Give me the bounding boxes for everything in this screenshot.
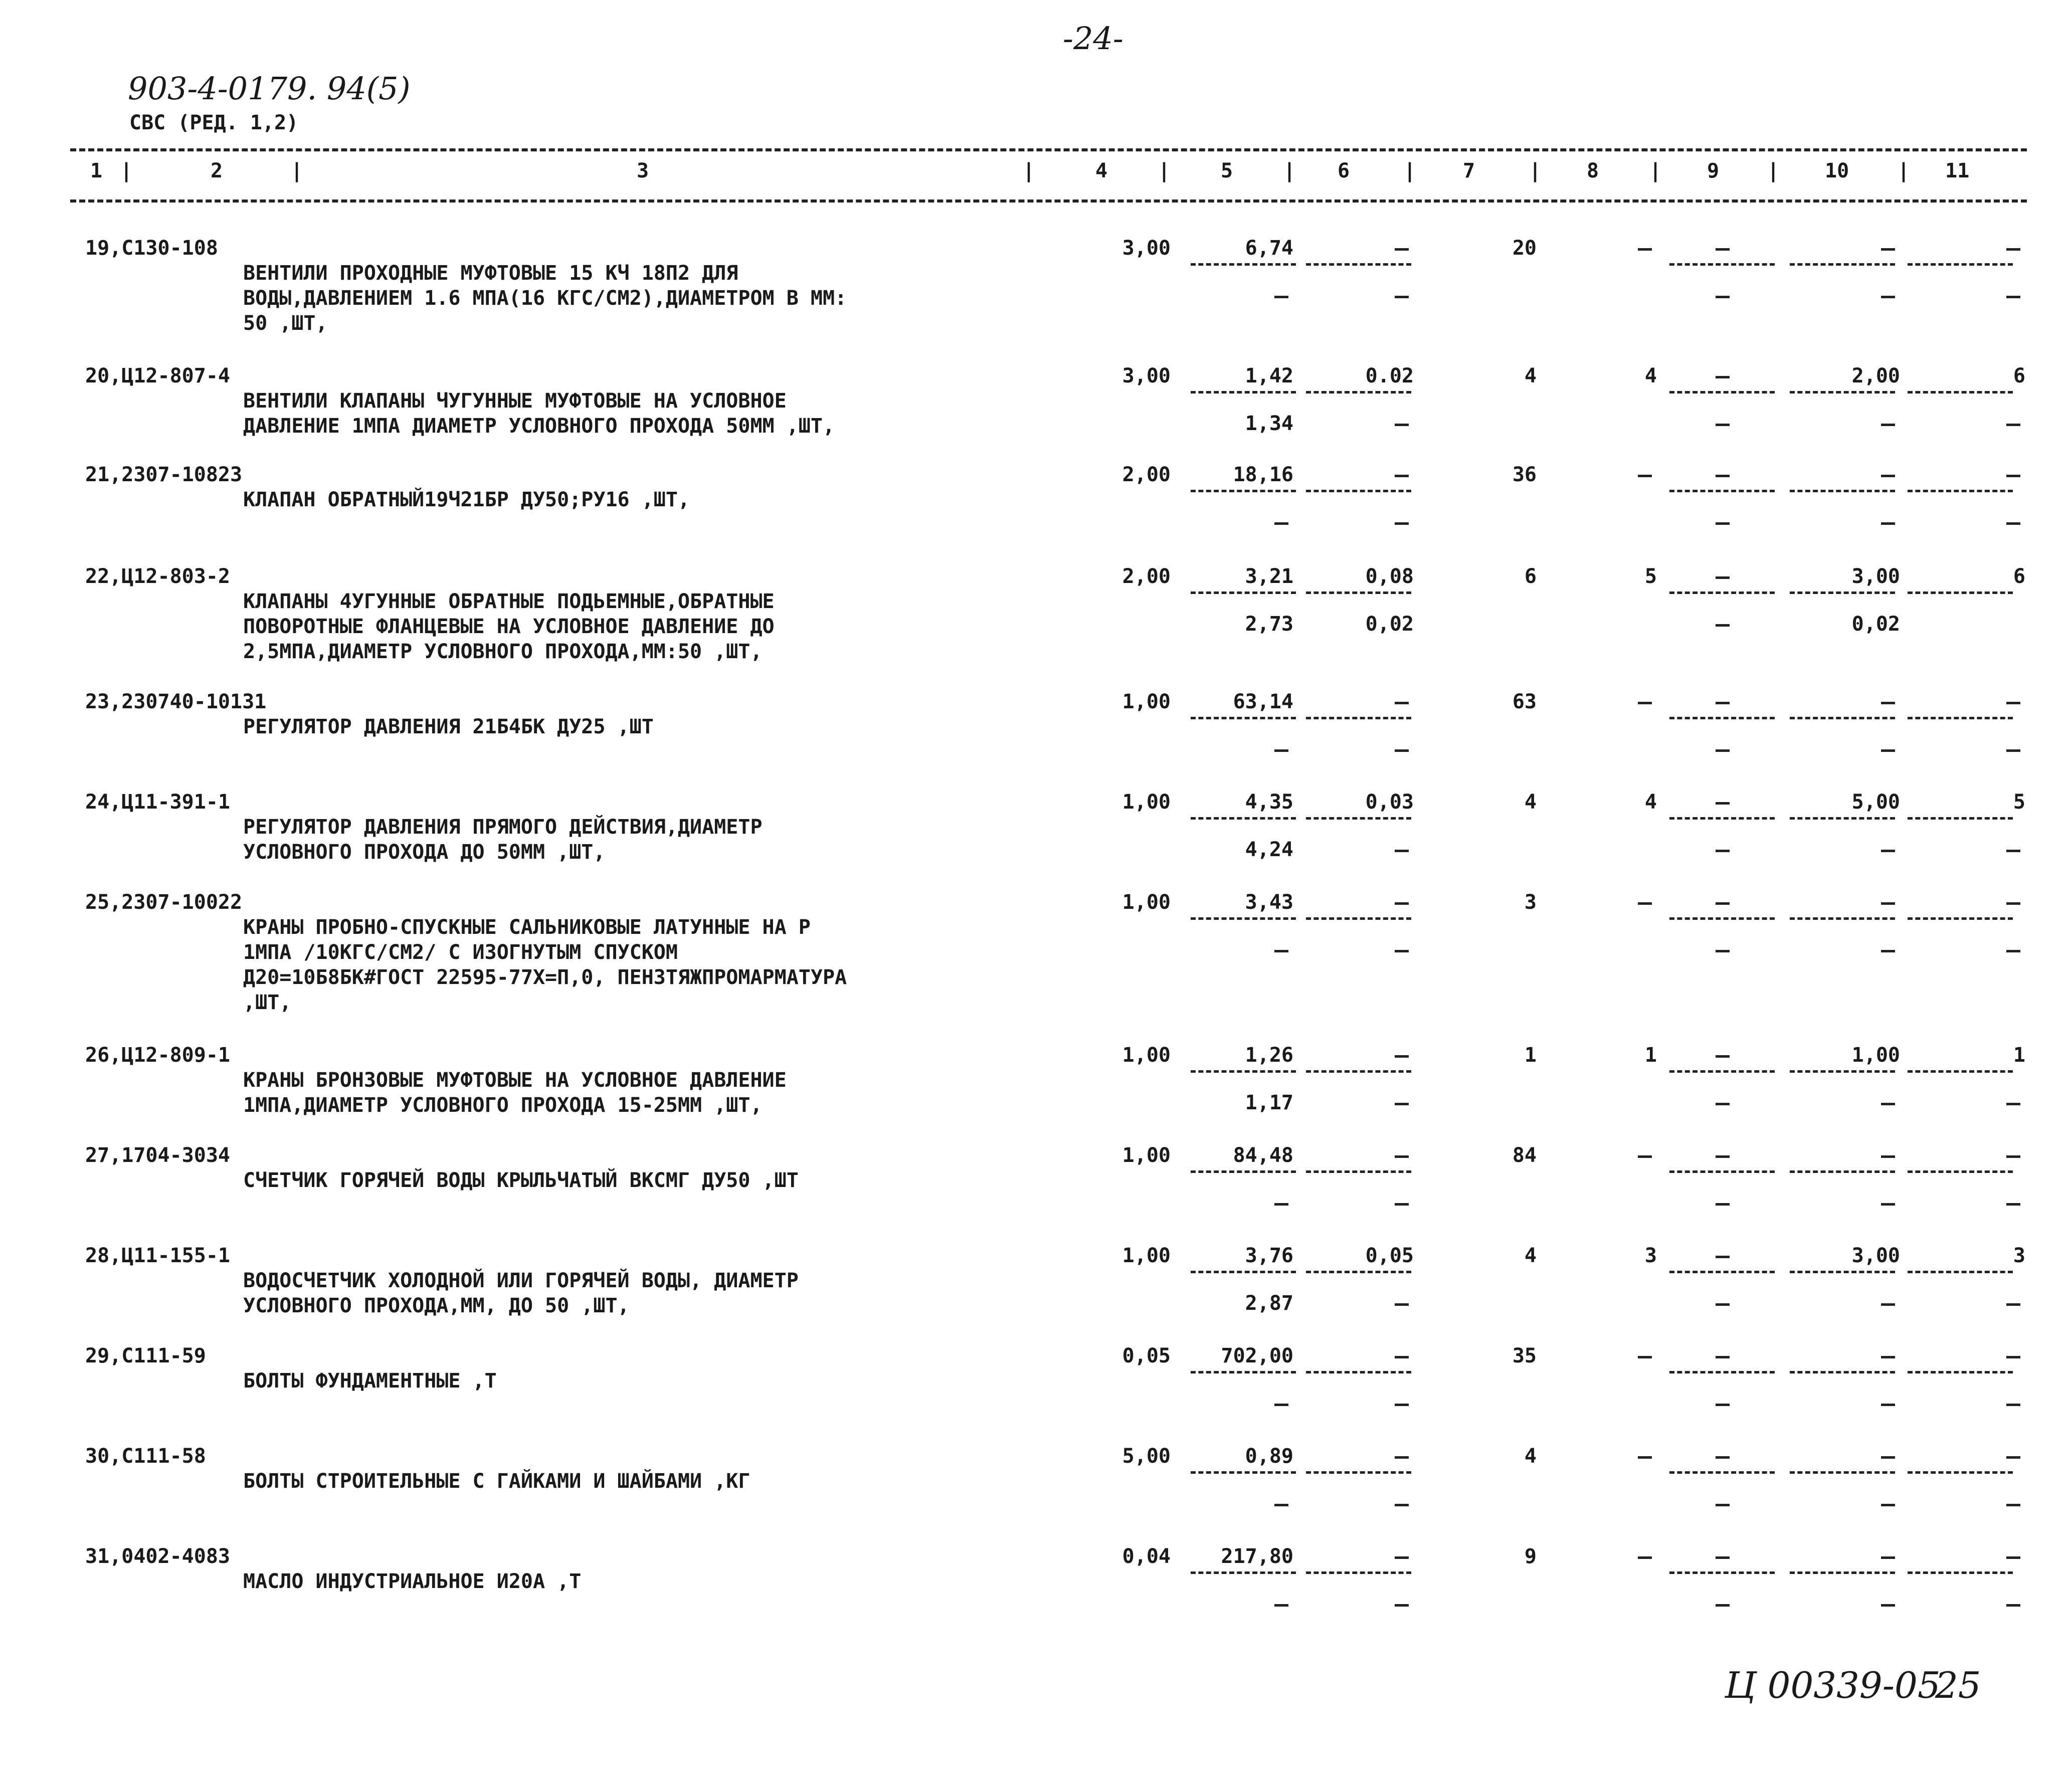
cell-c9 <box>1716 802 1730 805</box>
cell-c9 <box>1716 902 1730 905</box>
fraction-rule <box>1790 1571 1895 1574</box>
cell-c11-bottom <box>2006 1103 2020 1105</box>
cell-c11-bottom <box>2006 1404 2020 1406</box>
cell-c5: 4,35 <box>1245 791 1293 814</box>
cell-c8 <box>1638 1456 1652 1459</box>
column-header-11: 11 <box>1945 159 1970 182</box>
fraction-rule <box>1191 490 1296 492</box>
cell-c4: 3,00 <box>1122 364 1171 387</box>
cell-c4: 1,00 <box>1122 1244 1171 1267</box>
fraction-rule <box>1790 263 1895 266</box>
cell-c10-bottom <box>1881 1203 1895 1206</box>
fraction-rule <box>1191 1571 1296 1574</box>
cell-c11-bottom <box>2006 749 2020 752</box>
fraction-rule <box>1669 1371 1775 1373</box>
fraction-rule <box>1908 1271 2013 1273</box>
cell-c6 <box>1395 1456 1409 1459</box>
cell-c8 <box>1638 475 1652 477</box>
item-description: ВЕНТИЛИ ПРОХОДНЫЕ МУФТОВЫЕ 15 КЧ 18П2 ДЛЯ <box>243 262 738 285</box>
cell-c10 <box>1881 1556 1895 1559</box>
fraction-rule <box>1191 263 1296 266</box>
column-separator: | <box>1158 159 1171 182</box>
column-separator: | <box>120 159 133 182</box>
fraction-rule <box>1669 591 1775 594</box>
fraction-rule <box>1306 717 1411 719</box>
cell-c4: 1,00 <box>1122 791 1171 814</box>
fraction-rule <box>1191 591 1296 594</box>
cell-c5: 1,26 <box>1245 1044 1293 1067</box>
cell-c9-bottom <box>1716 624 1730 627</box>
cell-c10-bottom <box>1881 1103 1895 1105</box>
fraction-rule <box>1908 1571 2013 1574</box>
cell-c10 <box>1881 248 1895 251</box>
cell-c6 <box>1395 248 1409 251</box>
item-description: ВОДЫ,ДАВЛЕНИЕМ 1.6 МПА(16 КГС/СМ2),ДИАМЕТРОМ В ММ: <box>243 287 847 310</box>
item-code: 31,0402-4083 <box>85 1545 230 1568</box>
fraction-rule <box>1669 1571 1775 1574</box>
cell-c5: 3,76 <box>1245 1244 1293 1267</box>
cell-c10 <box>1881 702 1895 704</box>
cell-c10-bottom: 0,02 <box>1851 613 1900 636</box>
cell-c11-bottom <box>2006 296 2020 298</box>
fraction-rule <box>1790 1271 1895 1273</box>
item-code: 22,Ц12-803-2 <box>85 565 230 588</box>
cell-c6-bottom <box>1395 1404 1409 1406</box>
fraction-rule <box>1669 817 1775 820</box>
cell-c8 <box>1638 902 1652 905</box>
cell-c10-bottom <box>1881 1504 1895 1506</box>
cell-c9-bottom <box>1716 749 1730 752</box>
cell-c10 <box>1881 1456 1895 1459</box>
cell-c10 <box>1881 1356 1895 1358</box>
fraction-rule <box>1908 717 2013 719</box>
item-description: ,ШТ, <box>243 991 292 1014</box>
fraction-rule <box>1790 717 1895 719</box>
column-header-3: 3 <box>637 159 649 182</box>
cell-c11-bottom <box>2006 1303 2020 1306</box>
cell-c9-bottom <box>1716 424 1730 426</box>
fraction-rule <box>1191 391 1296 393</box>
item-description: КЛАПАН ОБРАТНЫЙ19Ч21БР ДУ50;РУ16 ,ШТ, <box>243 488 690 511</box>
cell-c6-bottom <box>1395 1103 1409 1105</box>
cell-c6-bottom <box>1395 424 1409 426</box>
item-code: 29,С111-59 <box>85 1344 206 1367</box>
cell-c7: 84 <box>1512 1144 1537 1167</box>
cell-c5-bottom <box>1274 950 1288 952</box>
cell-c5: 84,48 <box>1233 1144 1293 1167</box>
cell-c11: 5 <box>2013 791 2025 814</box>
column-header-10: 10 <box>1825 159 1849 182</box>
cell-c6-bottom <box>1395 296 1409 298</box>
item-description: 1МПА /10КГС/СМ2/ С ИЗОГНУТЫМ СПУСКОМ <box>243 941 678 964</box>
item-description: РЕГУЛЯТОР ДАВЛЕНИЯ ПРЯМОГО ДЕЙСТВИЯ,ДИАМЕТР <box>243 816 763 839</box>
cell-c9-bottom <box>1716 1303 1730 1306</box>
cell-c9 <box>1716 475 1730 477</box>
fraction-rule <box>1191 1371 1296 1373</box>
fraction-rule <box>1306 1271 1411 1273</box>
cell-c11 <box>2006 248 2020 251</box>
cell-c5: 63,14 <box>1233 690 1293 713</box>
fraction-rule <box>1669 1170 1775 1173</box>
cell-c11 <box>2006 1155 2020 1158</box>
cell-c6 <box>1395 702 1409 704</box>
cell-c5: 0,89 <box>1245 1445 1293 1468</box>
fraction-rule <box>1908 263 2013 266</box>
cell-c4: 1,00 <box>1122 891 1171 914</box>
item-description: ВОДОСЧЕТЧИК ХОЛОДНОЙ ИЛИ ГОРЯЧЕЙ ВОДЫ, ДИАМЕТР <box>243 1269 799 1292</box>
cell-c9 <box>1716 1356 1730 1358</box>
cell-c6: 0,03 <box>1365 791 1414 814</box>
cell-c4: 5,00 <box>1122 1445 1171 1468</box>
cell-c11: 1 <box>2013 1044 2025 1067</box>
fraction-rule <box>1191 1471 1296 1474</box>
fraction-rule <box>1790 1170 1895 1173</box>
fraction-rule <box>1908 591 2013 594</box>
header-bottom-rule <box>70 200 2027 203</box>
cell-c9 <box>1716 1055 1730 1058</box>
column-header-1: 1 <box>90 159 103 182</box>
fraction-rule <box>1191 917 1296 920</box>
cell-c5: 217,80 <box>1221 1545 1293 1568</box>
cell-c11-bottom <box>2006 850 2020 852</box>
fraction-rule <box>1306 917 1411 920</box>
cell-c4: 2,00 <box>1122 565 1171 588</box>
item-description: Д20=10Б8БК#ГОСТ 22595-77Х=П,0, ПЕНЗТЯЖПРОМАРМАТУРА <box>243 966 847 989</box>
item-code: 26,Ц12-809-1 <box>85 1044 230 1067</box>
fraction-rule <box>1306 1170 1411 1173</box>
item-description: 50 ,ШТ, <box>243 312 328 335</box>
cell-c11 <box>2006 1356 2020 1358</box>
cell-c9-bottom <box>1716 850 1730 852</box>
column-separator: | <box>1404 159 1416 182</box>
cell-c7: 36 <box>1512 463 1537 486</box>
cell-c5-bottom <box>1274 1404 1288 1406</box>
cell-c11 <box>2006 1556 2020 1559</box>
fraction-rule <box>1908 490 2013 492</box>
cell-c10: 1,00 <box>1851 1044 1900 1067</box>
fraction-rule <box>1790 391 1895 393</box>
page-number: -24- <box>1063 20 1123 57</box>
fraction-rule <box>1191 1271 1296 1273</box>
cell-c7: 4 <box>1524 1445 1537 1468</box>
cell-c6 <box>1395 1155 1409 1158</box>
footer-page: 25 <box>1935 1664 1981 1706</box>
fraction-rule <box>1306 1571 1411 1574</box>
column-separator: | <box>1649 159 1662 182</box>
cell-c8: 4 <box>1644 791 1657 814</box>
cell-c11-bottom <box>2006 950 2020 952</box>
fraction-rule <box>1191 817 1296 820</box>
cell-c10-bottom <box>1881 1404 1895 1406</box>
cell-c11 <box>2006 475 2020 477</box>
cell-c7: 4 <box>1524 1244 1537 1267</box>
item-description: 2,5МПА,ДИАМЕТР УСЛОВНОГО ПРОХОДА,ММ:50 ,ШТ, <box>243 640 763 663</box>
column-separator: | <box>1023 159 1035 182</box>
cell-c10-bottom <box>1881 424 1895 426</box>
cell-c4: 0,05 <box>1122 1344 1171 1367</box>
cell-c11-bottom <box>2006 1203 2020 1206</box>
cell-c6: 0.02 <box>1365 364 1414 387</box>
cell-c11-bottom <box>2006 522 2020 525</box>
item-description: БОЛТЫ СТРОИТЕЛЬНЫЕ С ГАЙКАМИ И ШАЙБАМИ ,КГ <box>243 1470 750 1493</box>
column-header-7: 7 <box>1463 159 1475 182</box>
column-header-6: 6 <box>1338 159 1350 182</box>
cell-c6-bottom <box>1395 1203 1409 1206</box>
cell-c9-bottom <box>1716 950 1730 952</box>
cell-c6-bottom <box>1395 1604 1409 1607</box>
cell-c8 <box>1638 1155 1652 1158</box>
fraction-rule <box>1790 1471 1895 1474</box>
item-description: ПОВОРОТНЫЕ ФЛАНЦЕВЫЕ НА УСЛОВНОЕ ДАВЛЕНИЕ ДО <box>243 615 775 638</box>
cell-c10: 3,00 <box>1851 565 1900 588</box>
cell-c6-bottom <box>1395 950 1409 952</box>
cell-c8 <box>1638 1556 1652 1559</box>
fraction-rule <box>1669 263 1775 266</box>
cell-c9-bottom <box>1716 1504 1730 1506</box>
cell-c11 <box>2006 902 2020 905</box>
cell-c10-bottom <box>1881 296 1895 298</box>
cell-c9-bottom <box>1716 296 1730 298</box>
cell-c4: 2,00 <box>1122 463 1171 486</box>
cell-c10 <box>1881 902 1895 905</box>
cell-c5: 6,74 <box>1245 237 1293 260</box>
cell-c10-bottom <box>1881 850 1895 852</box>
cell-c8: 4 <box>1644 364 1657 387</box>
cell-c6 <box>1395 1556 1409 1559</box>
cell-c11-bottom <box>2006 1504 2020 1506</box>
cell-c9-bottom <box>1716 1404 1730 1406</box>
fraction-rule <box>1306 591 1411 594</box>
cell-c5-bottom <box>1274 522 1288 525</box>
edition-label: СВС (РЕД. 1,2) <box>129 111 299 134</box>
cell-c9 <box>1716 1556 1730 1559</box>
cell-c7: 3 <box>1524 891 1537 914</box>
column-separator: | <box>1898 159 1910 182</box>
cell-c4: 0,04 <box>1122 1545 1171 1568</box>
cell-c7: 20 <box>1512 237 1537 260</box>
column-header-8: 8 <box>1587 159 1599 182</box>
column-header-9: 9 <box>1707 159 1720 182</box>
cell-c5-bottom: 4,24 <box>1245 838 1293 861</box>
item-description: ДАВЛЕНИЕ 1МПА ДИАМЕТР УСЛОВНОГО ПРОХОДА 50ММ ,ШТ, <box>243 415 835 438</box>
item-description: СЧЕТЧИК ГОРЯЧЕЙ ВОДЫ КРЫЛЬЧАТЫЙ ВКСМГ ДУ50 ,ШТ <box>243 1169 799 1192</box>
cell-c6-bottom <box>1395 850 1409 852</box>
cell-c10: 2,00 <box>1851 364 1900 387</box>
cell-c7: 9 <box>1524 1545 1537 1568</box>
cell-c5-bottom: 1,17 <box>1245 1091 1293 1114</box>
cell-c5-bottom <box>1274 1604 1288 1607</box>
item-code: 30,С111-58 <box>85 1445 206 1468</box>
cell-c10-bottom <box>1881 1303 1895 1306</box>
fraction-rule <box>1790 1371 1895 1373</box>
fraction-rule <box>1908 391 2013 393</box>
column-header-5: 5 <box>1221 159 1233 182</box>
fraction-rule <box>1908 1070 2013 1073</box>
item-code: 28,Ц11-155-1 <box>85 1244 230 1267</box>
cell-c9 <box>1716 702 1730 704</box>
cell-c6 <box>1395 1055 1409 1058</box>
cell-c5: 702,00 <box>1221 1344 1293 1367</box>
cell-c9-bottom <box>1716 522 1730 525</box>
cell-c9 <box>1716 248 1730 251</box>
cell-c8: 3 <box>1644 1244 1657 1267</box>
cell-c7: 6 <box>1524 565 1537 588</box>
cell-c5: 3,21 <box>1245 565 1293 588</box>
cell-c5: 3,43 <box>1245 891 1293 914</box>
fraction-rule <box>1306 817 1411 820</box>
fraction-rule <box>1306 1471 1411 1474</box>
cell-c6 <box>1395 1356 1409 1358</box>
cell-c6-bottom <box>1395 749 1409 752</box>
cell-c6: 0,05 <box>1365 1244 1414 1267</box>
column-separator: | <box>1283 159 1296 182</box>
fraction-rule <box>1908 1371 2013 1373</box>
cell-c8: 1 <box>1644 1044 1657 1067</box>
footer-stamp: Ц 00339-05 <box>1725 1664 1941 1706</box>
cell-c10: 3,00 <box>1851 1244 1900 1267</box>
cell-c7: 35 <box>1512 1344 1537 1367</box>
cell-c11: 6 <box>2013 565 2025 588</box>
fraction-rule <box>1790 591 1895 594</box>
cell-c7: 4 <box>1524 364 1537 387</box>
cell-c8 <box>1638 1356 1652 1358</box>
item-description: КЛАПАНЫ 4УГУННЫЕ ОБРАТНЫЕ ПОДЬЕМНЫЕ,ОБРАТНЫЕ <box>243 590 775 613</box>
column-separator: | <box>1529 159 1542 182</box>
item-code: 27,1704-3034 <box>85 1144 230 1167</box>
cell-c9 <box>1716 576 1730 579</box>
item-description: УСЛОВНОГО ПРОХОДА,ММ, ДО 50 ,ШТ, <box>243 1294 630 1317</box>
column-separator: | <box>1767 159 1780 182</box>
item-code: 24,Ц11-391-1 <box>85 791 230 814</box>
fraction-rule <box>1306 1070 1411 1073</box>
fraction-rule <box>1191 717 1296 719</box>
cell-c8 <box>1638 702 1652 704</box>
cell-c6-bottom <box>1395 1504 1409 1506</box>
cell-c5: 1,42 <box>1245 364 1293 387</box>
fraction-rule <box>1306 263 1411 266</box>
cell-c7: 4 <box>1524 791 1537 814</box>
cell-c10-bottom <box>1881 749 1895 752</box>
fraction-rule <box>1908 917 2013 920</box>
fraction-rule <box>1790 917 1895 920</box>
cell-c5-bottom <box>1274 296 1288 298</box>
cell-c11: 6 <box>2013 364 2025 387</box>
fraction-rule <box>1191 1170 1296 1173</box>
column-separator: | <box>291 159 303 182</box>
fraction-rule <box>1790 817 1895 820</box>
item-code: 21,2307-10823 <box>85 463 243 486</box>
cell-c11-bottom <box>2006 1604 2020 1607</box>
cell-c10-bottom <box>1881 522 1895 525</box>
cell-c6-bottom <box>1395 522 1409 525</box>
cell-c5-bottom <box>1274 1504 1288 1506</box>
cell-c4: 1,00 <box>1122 690 1171 713</box>
cell-c6 <box>1395 475 1409 477</box>
cell-c5-bottom <box>1274 749 1288 752</box>
item-code: 25,2307-10022 <box>85 891 243 914</box>
cell-c6 <box>1395 902 1409 905</box>
column-header-4: 4 <box>1095 159 1108 182</box>
cell-c8: 5 <box>1644 565 1657 588</box>
cell-c11-bottom <box>2006 424 2020 426</box>
fraction-rule <box>1790 1070 1895 1073</box>
cell-c9 <box>1716 1456 1730 1459</box>
fraction-rule <box>1306 490 1411 492</box>
fraction-rule <box>1669 717 1775 719</box>
fraction-rule <box>1306 391 1411 393</box>
cell-c9-bottom <box>1716 1103 1730 1105</box>
item-description: 1МПА,ДИАМЕТР УСЛОВНОГО ПРОХОДА 15-25ММ ,ШТ, <box>243 1094 763 1117</box>
cell-c4: 1,00 <box>1122 1044 1171 1067</box>
item-description: РЕГУЛЯТОР ДАВЛЕНИЯ 21Б4БК ДУ25 ,ШТ <box>243 715 654 738</box>
cell-c10 <box>1881 475 1895 477</box>
fraction-rule <box>1669 490 1775 492</box>
document-code: 903-4-0179. 94(5) <box>128 70 411 107</box>
item-description: МАСЛО ИНДУСТРИАЛЬНОЕ И20А ,Т <box>243 1570 582 1593</box>
cell-c9-bottom <box>1716 1203 1730 1206</box>
fraction-rule <box>1908 1471 2013 1474</box>
cell-c9 <box>1716 1256 1730 1258</box>
cell-c4: 3,00 <box>1122 237 1171 260</box>
cell-c5-bottom: 1,34 <box>1245 412 1293 435</box>
item-description: ВЕНТИЛИ КЛАПАНЫ ЧУГУННЫЕ МУФТОВЫЕ НА УСЛОВНОЕ <box>243 389 787 413</box>
cell-c9 <box>1716 1155 1730 1158</box>
cell-c11: 3 <box>2013 1244 2025 1267</box>
cell-c10-bottom <box>1881 950 1895 952</box>
cell-c5: 18,16 <box>1233 463 1293 486</box>
item-description: БОЛТЫ ФУНДАМЕНТНЫЕ ,Т <box>243 1369 497 1393</box>
item-description: КРАНЫ ПРОБНО-СПУСКНЫЕ САЛЬНИКОВЫЕ ЛАТУННЫЕ НА Р <box>243 916 811 939</box>
cell-c8 <box>1638 248 1652 251</box>
cell-c7: 63 <box>1512 690 1537 713</box>
cell-c10-bottom <box>1881 1604 1895 1607</box>
fraction-rule <box>1669 1070 1775 1073</box>
fraction-rule <box>1669 1271 1775 1273</box>
fraction-rule <box>1669 391 1775 393</box>
fraction-rule <box>1191 1070 1296 1073</box>
item-code: 19,С130-108 <box>85 237 218 260</box>
item-description: КРАНЫ БРОНЗОВЫЕ МУФТОВЫЕ НА УСЛОВНОЕ ДАВЛЕНИЕ <box>243 1069 787 1092</box>
cell-c9 <box>1716 376 1730 378</box>
fraction-rule <box>1306 1371 1411 1373</box>
cell-c11 <box>2006 702 2020 704</box>
cell-c11 <box>2006 1456 2020 1459</box>
cell-c10 <box>1881 1155 1895 1158</box>
cell-c9-bottom <box>1716 1604 1730 1607</box>
cell-c6-bottom: 0,02 <box>1365 613 1414 636</box>
cell-c6-bottom <box>1395 1303 1409 1306</box>
cell-c6: 0,08 <box>1365 565 1414 588</box>
fraction-rule <box>1669 917 1775 920</box>
fraction-rule <box>1908 817 2013 820</box>
column-header-2: 2 <box>211 159 223 182</box>
item-code: 20,Ц12-807-4 <box>85 364 230 387</box>
item-code: 23,230740-10131 <box>85 690 267 713</box>
header-top-rule <box>70 148 2027 151</box>
fraction-rule <box>1908 1170 2013 1173</box>
cell-c4: 1,00 <box>1122 1144 1171 1167</box>
item-description: УСЛОВНОГО ПРОХОДА ДО 50ММ ,ШТ, <box>243 841 606 864</box>
cell-c5-bottom: 2,87 <box>1245 1292 1293 1315</box>
cell-c7: 1 <box>1524 1044 1537 1067</box>
fraction-rule <box>1669 1471 1775 1474</box>
fraction-rule <box>1790 490 1895 492</box>
cell-c5-bottom: 2,73 <box>1245 613 1293 636</box>
cell-c10: 5,00 <box>1851 791 1900 814</box>
cell-c5-bottom <box>1274 1203 1288 1206</box>
